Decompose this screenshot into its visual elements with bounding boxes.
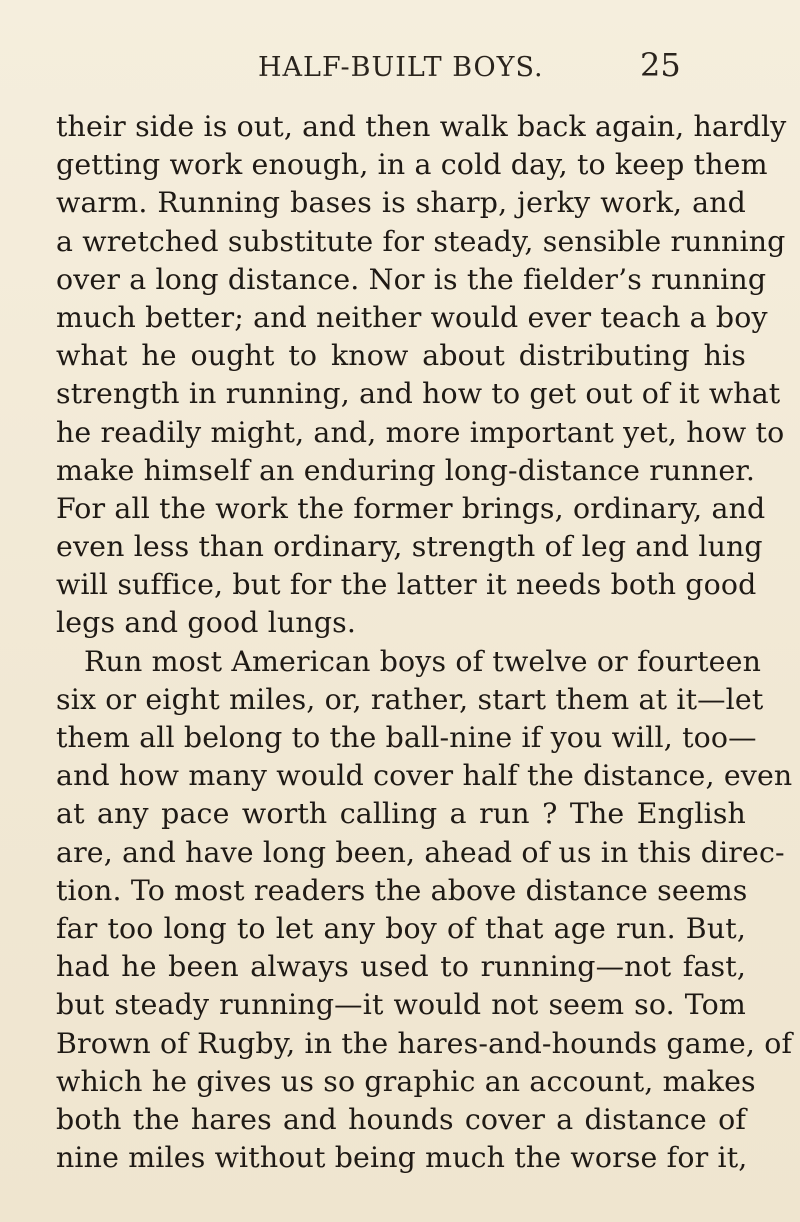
text-line: nine miles without being much the worse for it, — [56, 1141, 748, 1175]
text-line: make himself an enduring long-distance runner. — [56, 453, 756, 487]
text-line: six or eight miles, or, rather, start them at it—let — [56, 682, 764, 716]
text-line: but steady running—it would not seem so. Tom — [56, 988, 746, 1022]
text-line: Run most American boys of twelve or fourteen — [84, 644, 762, 678]
text-line: which he gives us so graphic an account, makes — [56, 1064, 756, 1098]
text-line: legs and good lungs. — [56, 606, 357, 640]
text-line: getting work enough, in a cold day, to keep them — [56, 148, 768, 182]
text-line: both the hares and hounds cover a distance of — [56, 1102, 746, 1136]
text-line: had he been always used to running—not fast, — [56, 950, 746, 984]
text-line: For all the work the former brings, ordinary, and — [56, 491, 766, 525]
text-line: Brown of Rugby, in the hares-and-hounds game, of — [56, 1026, 793, 1060]
text-line: their side is out, and then walk back again, hardly — [56, 110, 787, 143]
text-line: even less than ordinary, strength of leg and lung — [56, 530, 763, 564]
text-line: much better; and neither would ever teach a boy — [56, 300, 768, 334]
text-line: he readily might, and, more important yet, how to — [56, 415, 785, 449]
text-line: strength in running, and how to get out of it what — [56, 377, 781, 411]
text-line: warm. Running bases is sharp, jerky work, and — [56, 186, 746, 220]
body-text — [56, 108, 793, 1177]
text-line: are, and have long been, ahead of us in this direc- — [56, 835, 785, 869]
text-line: and how many would cover half the distance, even — [56, 759, 793, 793]
text-line: tion. To most readers the above distance seems — [56, 873, 748, 907]
text-line: a wretched substitute for steady, sensible running — [56, 224, 786, 258]
text-line: will suffice, but for the latter it needs both good — [56, 568, 757, 602]
text-line: them all belong to the ball-nine if you will, too— — [56, 721, 757, 754]
text-line: at any pace worth calling a run ? The English — [56, 797, 746, 831]
text-line: far too long to let any boy of that age run. But, — [56, 911, 746, 945]
text-line: what he ought to know about distributing his — [56, 339, 746, 373]
running-head: HALF-BUILT BOYS. — [258, 52, 544, 83]
page-number: 25 — [640, 46, 681, 84]
text-line: over a long distance. Nor is the fielder’s running — [56, 262, 767, 296]
